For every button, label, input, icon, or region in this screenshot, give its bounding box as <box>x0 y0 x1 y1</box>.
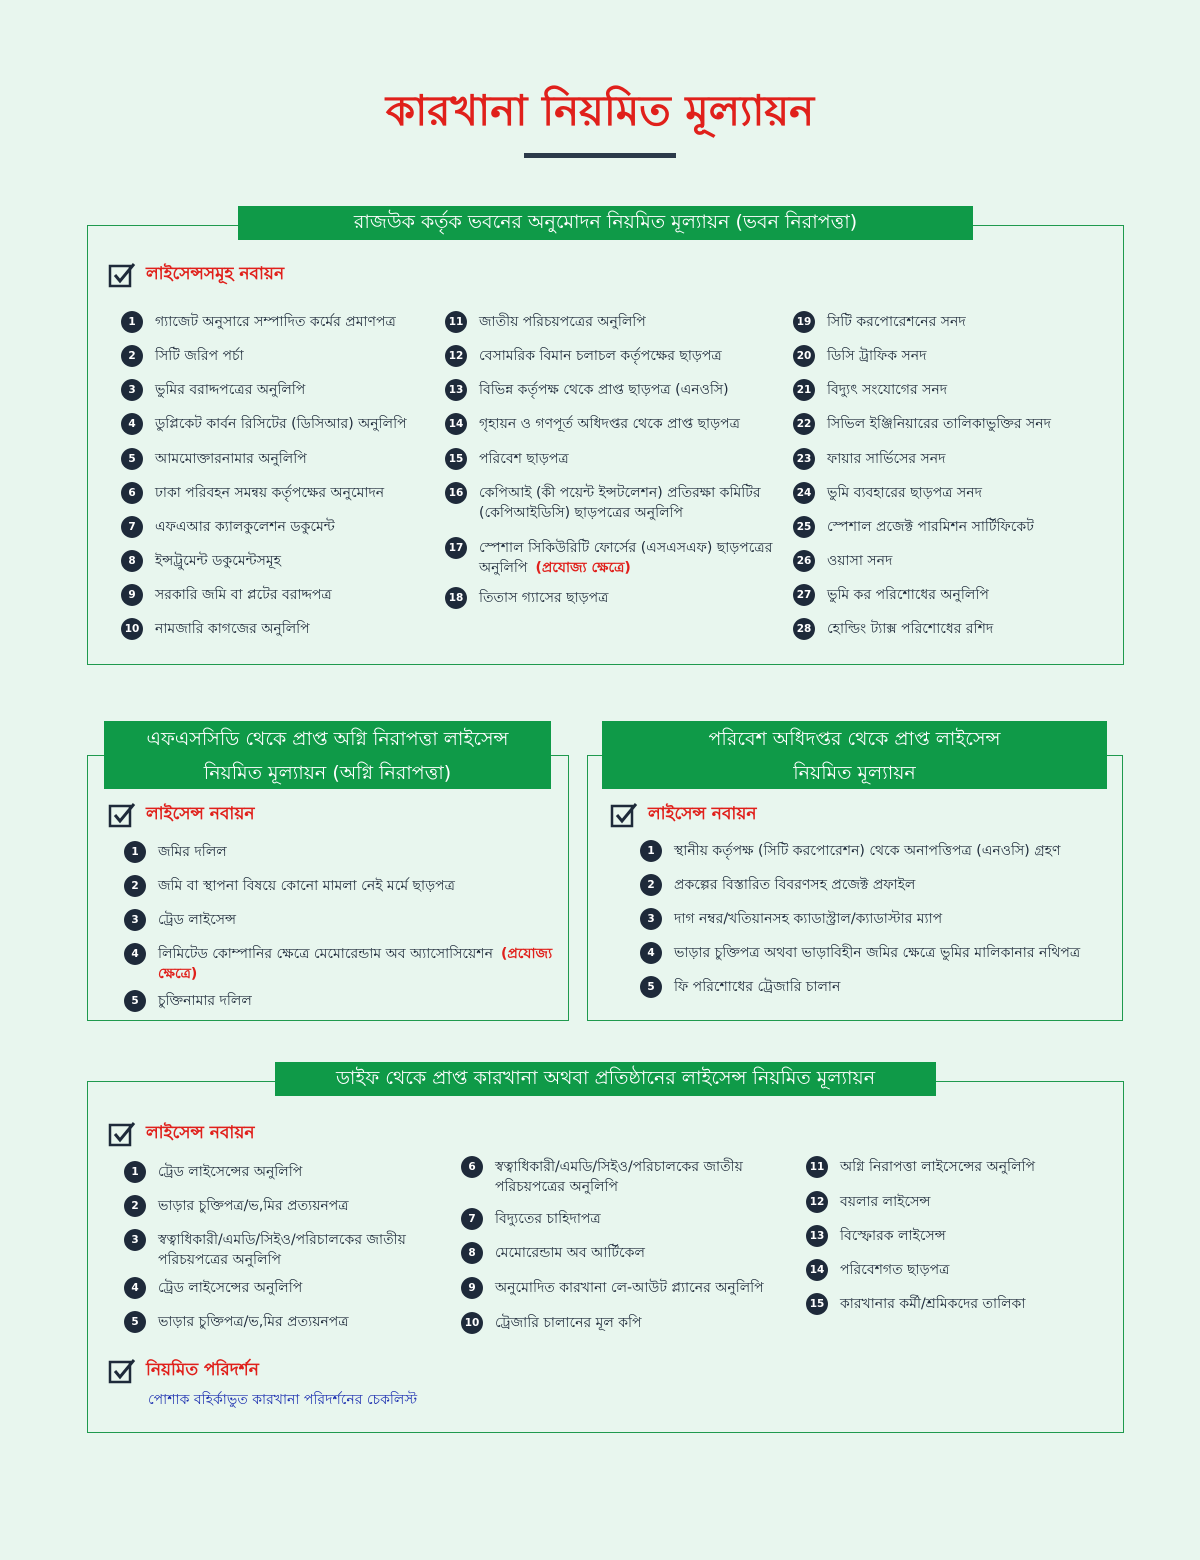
item-text: বিভিন্ন কর্তৃপক্ষ থেকে প্রাপ্ত ছাড়পত্র (এনওসি) <box>479 382 729 398</box>
list-item <box>806 1157 1116 1178</box>
item-text: স্থানীয় কর্তৃপক্ষ (সিটি করপোরেশন) থেকে অনাপত্তিপত্র (এনওসি) গ্রহণ <box>674 843 1061 859</box>
list-item <box>806 1294 1116 1315</box>
number-badge: 1 <box>640 840 662 862</box>
checkbox-checked-icon <box>108 801 136 829</box>
item-text: ডুপ্লিকেট কার্বন রিসিটের (ডিসিআর) অনুলিপি <box>155 416 407 432</box>
item-text: চুক্তিনামার দলিল <box>158 993 252 1009</box>
number-badge: 9 <box>461 1277 483 1299</box>
checkbox-checked-icon <box>108 261 136 289</box>
fire-safety-subheading <box>108 801 255 829</box>
list-item <box>640 909 1118 930</box>
item-text: আমমোক্তারনামার অনুলিপি <box>155 451 307 467</box>
item-text: স্বত্বাধিকারী/এমডি/সিইও/পরিচালকের জাতীয় পরিচয়পত্রের অনুলিপি <box>495 1159 743 1195</box>
list-item <box>445 346 790 367</box>
applicable-note: (প্রযোজ্য ক্ষেত্রে) <box>535 560 631 576</box>
list-item <box>121 585 441 606</box>
number-badge: 2 <box>124 875 146 897</box>
item-text: ট্রেড লাইসেন্স <box>158 912 237 928</box>
list-item <box>793 312 1113 333</box>
item-text: স্পেশাল প্রজেক্ট পারমিশন সার্টিফিকেট <box>827 519 1034 535</box>
item-text: সিভিল ইঞ্জিনিয়ারের তালিকাভুক্তির সনদ <box>827 416 1051 432</box>
item-text: বিদ্যুতের চাহিদাপত্র <box>495 1211 601 1227</box>
list-item <box>121 619 441 640</box>
list-item <box>445 312 790 333</box>
list-item <box>461 1243 791 1264</box>
rajuk-subheading-label: লাইসেন্সসমূহ নবায়ন <box>146 264 285 284</box>
list-item <box>445 538 790 578</box>
rajuk-subheading <box>108 261 284 289</box>
list-item <box>121 517 441 538</box>
number-badge: 5 <box>124 1311 146 1333</box>
list-item <box>121 483 441 504</box>
number-badge: 9 <box>121 584 143 606</box>
item-text: বয়লার লাইসেন্স <box>840 1194 931 1210</box>
number-badge: 4 <box>124 943 146 965</box>
number-badge: 13 <box>806 1225 828 1247</box>
item-text: সিটি জরিপ পর্চা <box>155 348 244 364</box>
number-badge: 16 <box>445 482 467 504</box>
number-badge: 11 <box>806 1156 828 1178</box>
item-text: অনুমোদিত কারখানা লে-আউট প্ল্যানের অনুলিপি <box>495 1280 764 1296</box>
list-item <box>124 944 564 984</box>
item-text: পরিবেশগত ছাড়পত্র <box>840 1262 950 1278</box>
number-badge: 3 <box>121 379 143 401</box>
number-badge: 5 <box>124 990 146 1012</box>
list-item <box>806 1226 1116 1247</box>
rajuk-section-banner: রাজউক কর্তৃক ভবনের অনুমোদন নিয়মিত মূল্যায়ন (ভবন নিরাপত্তা) <box>238 206 973 240</box>
dife-subheading-label: লাইসেন্স নবায়ন <box>146 1123 255 1143</box>
number-badge: 18 <box>445 587 467 609</box>
list-item <box>124 1230 442 1270</box>
number-badge: 7 <box>121 516 143 538</box>
number-badge: 4 <box>121 413 143 435</box>
inspection-subheading-label: নিয়মিত পরিদর্শন <box>146 1360 259 1380</box>
title-underline <box>524 153 676 158</box>
item-text: ঢাকা পরিবহন সমন্বয় কর্তৃপক্ষের অনুমোদন <box>155 485 385 501</box>
number-badge: 3 <box>124 909 146 931</box>
page-title: কারখানা নিয়মিত মূল্যায়ন <box>385 86 815 135</box>
item-text: ভুমির বরাদ্দপত্রের অনুলিপি <box>155 382 306 398</box>
item-text: বিদ্যুৎ সংযোগের সনদ <box>827 382 948 398</box>
number-badge: 3 <box>124 1229 146 1251</box>
item-text: ট্রেড লাইসেন্সের অনুলিপি <box>158 1164 303 1180</box>
number-badge: 28 <box>793 618 815 640</box>
item-text: দাগ নম্বর/খতিয়ানসহ ক্যাডাস্ট্রাল/ক্যাডাস্টার ম্যাপ <box>674 911 943 927</box>
number-badge: 21 <box>793 379 815 401</box>
item-text: মেমোরেন্ডাম অব আর্টিকেল <box>495 1245 645 1261</box>
item-text: ভুমি কর পরিশোধের অনুলিপি <box>827 587 989 603</box>
list-item <box>121 551 441 572</box>
number-badge: 1 <box>124 1161 146 1183</box>
number-badge: 15 <box>445 448 467 470</box>
dife-banner: ডাইফ থেকে প্রাপ্ত কারখানা অথবা প্রতিষ্ঠানের লাইসেন্স নিয়মিত মূল্যায়ন <box>275 1062 936 1096</box>
item-text: ইন্সট্রুমেন্ট ডকুমেন্টসমূহ <box>155 553 281 569</box>
list-item <box>445 414 790 435</box>
fire-safety-subheading-label: লাইসেন্স নবায়ন <box>146 804 255 824</box>
item-text: কেপিআই (কী পয়েন্ট ইন্সটলেশন) প্রতিরক্ষা কমিটির (কেপিআইডিসি) ছাড়পত্রের অনুলিপি <box>479 485 761 521</box>
list-item <box>640 875 1118 896</box>
item-text: বিস্ফোরক লাইসেন্স <box>840 1228 946 1244</box>
item-text: স্পেশাল সিকিউরিটি ফোর্সের (এসএসএফ) ছাড়পত্রের অনুলিপি <box>479 540 773 576</box>
number-badge: 10 <box>461 1312 483 1334</box>
list-item <box>121 346 441 367</box>
item-text: অগ্নি নিরাপত্তা লাইসেন্সের অনুলিপি <box>840 1159 1036 1175</box>
number-badge: 7 <box>461 1208 483 1230</box>
list-item <box>445 483 790 523</box>
list-item <box>793 346 1113 367</box>
list-item <box>124 876 564 897</box>
list-item <box>445 449 790 470</box>
list-item <box>121 449 441 470</box>
item-text: ডিসি ট্রাফিক সনদ <box>827 348 927 364</box>
list-item <box>793 483 1113 504</box>
number-badge: 14 <box>806 1259 828 1281</box>
number-badge: 26 <box>793 550 815 572</box>
number-badge: 4 <box>124 1277 146 1299</box>
number-badge: 12 <box>445 345 467 367</box>
checkbox-checked-icon <box>610 801 638 829</box>
number-badge: 2 <box>640 874 662 896</box>
list-item <box>124 1162 442 1183</box>
number-badge: 6 <box>461 1156 483 1178</box>
number-badge: 20 <box>793 345 815 367</box>
list-item <box>806 1192 1116 1213</box>
fire-safety-banner-line2: নিয়মিত মূল্যায়ন (অগ্নি নিরাপত্তা) <box>203 762 452 784</box>
item-text: তিতাস গ্যাসের ছাড়পত্র <box>479 590 609 606</box>
applicable-note: (প্রযোজ্য ক্ষেত্রে) <box>158 946 553 982</box>
item-text: ট্রেড লাইসেন্সের অনুলিপি <box>158 1280 303 1296</box>
number-badge: 22 <box>793 413 815 435</box>
environment-subheading <box>610 801 757 829</box>
dife-subheading <box>108 1120 255 1148</box>
number-badge: 5 <box>121 448 143 470</box>
list-item <box>124 1196 442 1217</box>
list-item <box>124 1312 442 1333</box>
item-text: নামজারি কাগজের অনুলিপি <box>155 621 310 637</box>
item-text: ভাড়ার চুক্তিপত্র/ভ‚মির প্রত্যয়নপত্র <box>158 1314 349 1330</box>
list-item <box>793 619 1113 640</box>
number-badge: 13 <box>445 379 467 401</box>
number-badge: 1 <box>121 311 143 333</box>
item-text: প্রকল্পের বিস্তারিত বিবরণসহ প্রজেক্ট প্রফাইল <box>674 877 916 893</box>
fire-safety-banner <box>104 721 551 789</box>
item-text: ভাড়ার চুক্তিপত্র/ভ‚মির প্রত্যয়নপত্র <box>158 1198 349 1214</box>
item-text: লিমিটেড কোম্পানির ক্ষেত্রে মেমোরেন্ডাম অব অ্যাসোসিয়েশন <box>158 946 493 962</box>
number-badge: 25 <box>793 516 815 538</box>
list-item <box>640 841 1118 862</box>
list-item <box>461 1209 791 1230</box>
list-item <box>445 588 790 609</box>
item-text: হোল্ডিং ট্যাক্স পরিশোধের রশিদ <box>827 621 994 637</box>
number-badge: 12 <box>806 1191 828 1213</box>
item-text: ভাড়ার চুক্তিপত্র অথবা ভাড়াবিহীন জমির ক্ষেত্রে ভুমির মালিকানার নথিপত্র <box>674 945 1081 961</box>
number-badge: 6 <box>121 482 143 504</box>
item-text: জমির দলিল <box>158 844 227 860</box>
list-item <box>121 380 441 401</box>
list-item <box>461 1313 791 1334</box>
item-text: গৃহায়ন ও গণপূর্ত অধিদপ্তর থেকে প্রাপ্ত ছাড়পত্র <box>479 416 740 432</box>
item-text: ভুমি ব্যবহারের ছাড়পত্র সনদ <box>827 485 982 501</box>
list-item <box>124 991 564 1012</box>
item-text: ফায়ার সার্ভিসের সনদ <box>827 451 946 467</box>
environment-banner-line1: পরিবেশ অধিদপ্তর থেকে প্রাপ্ত লাইসেন্স <box>708 728 1001 750</box>
number-badge: 10 <box>121 618 143 640</box>
list-item <box>793 380 1113 401</box>
list-item <box>793 517 1113 538</box>
item-text: জাতীয় পরিচয়পত্রের অনুলিপি <box>479 314 646 330</box>
number-badge: 19 <box>793 311 815 333</box>
environment-subheading-label: লাইসেন্স নবায়ন <box>648 804 757 824</box>
item-text: এফএআর ক্যালকুলেশন ডকুমেন্ট <box>155 519 335 535</box>
item-text: বেসামরিক বিমান চলাচল কর্তৃপক্ষের ছাড়পত্র <box>479 348 722 364</box>
item-text: ওয়াসা সনদ <box>827 553 893 569</box>
number-badge: 8 <box>121 550 143 572</box>
number-badge: 1 <box>124 841 146 863</box>
item-text: গ্যাজেট অনুসারে সম্পাদিত কর্মের প্রমাণপত্র <box>155 314 396 330</box>
fire-safety-banner-line1: এফএসসিডি থেকে প্রাপ্ত অগ্নি নিরাপত্তা লাইসেন্স <box>146 728 509 750</box>
checkbox-checked-icon <box>108 1357 136 1385</box>
environment-banner <box>602 721 1107 789</box>
number-badge: 17 <box>445 537 467 559</box>
list-item <box>461 1278 791 1299</box>
checkbox-checked-icon <box>108 1120 136 1148</box>
number-badge: 3 <box>640 908 662 930</box>
item-text: পরিবেশ ছাড়পত্র <box>479 451 569 467</box>
list-item <box>445 380 790 401</box>
number-badge: 2 <box>121 345 143 367</box>
list-item <box>124 910 564 931</box>
number-badge: 4 <box>640 942 662 964</box>
list-item <box>793 449 1113 470</box>
number-badge: 2 <box>124 1195 146 1217</box>
inspection-checklist-link[interactable]: পোশাক বহির্কাভুত কারখানা পরিদর্শনের চেকলিস্ট <box>148 1392 418 1408</box>
number-badge: 24 <box>793 482 815 504</box>
item-text: জমি বা স্থাপনা বিষয়ে কোনো মামলা নেই মর্মে ছাড়পত্র <box>158 878 455 894</box>
list-item <box>124 1278 442 1299</box>
number-badge: 15 <box>806 1293 828 1315</box>
number-badge: 8 <box>461 1242 483 1264</box>
number-badge: 14 <box>445 413 467 435</box>
number-badge: 11 <box>445 311 467 333</box>
environment-banner-line2: নিয়মিত মূল্যায়ন <box>793 762 916 784</box>
inspection-subheading <box>108 1357 259 1385</box>
list-item <box>461 1157 791 1197</box>
list-item <box>640 977 1118 998</box>
list-item <box>806 1260 1116 1281</box>
list-item <box>793 585 1113 606</box>
item-text: ফি পরিশোধের ট্রেজারি চালান <box>674 979 841 995</box>
list-item <box>121 312 441 333</box>
list-item <box>793 414 1113 435</box>
number-badge: 23 <box>793 448 815 470</box>
item-text: সরকারি জমি বা প্লটের বরাদ্দপত্র <box>155 587 332 603</box>
list-item <box>640 943 1118 964</box>
list-item <box>793 551 1113 572</box>
item-text: কারখানার কর্মী/শ্রমিকদের তালিকা <box>840 1296 1026 1312</box>
list-item <box>121 414 441 435</box>
number-badge: 5 <box>640 976 662 998</box>
list-item <box>124 842 564 863</box>
item-text: সিটি করপোরেশনের সনদ <box>827 314 966 330</box>
number-badge: 27 <box>793 584 815 606</box>
item-text: স্বত্বাধিকারী/এমডি/সিইও/পরিচালকের জাতীয় পরিচয়পত্রের অনুলিপি <box>158 1232 406 1268</box>
item-text: ট্রেজারি চালানের মূল কপি <box>495 1315 642 1331</box>
